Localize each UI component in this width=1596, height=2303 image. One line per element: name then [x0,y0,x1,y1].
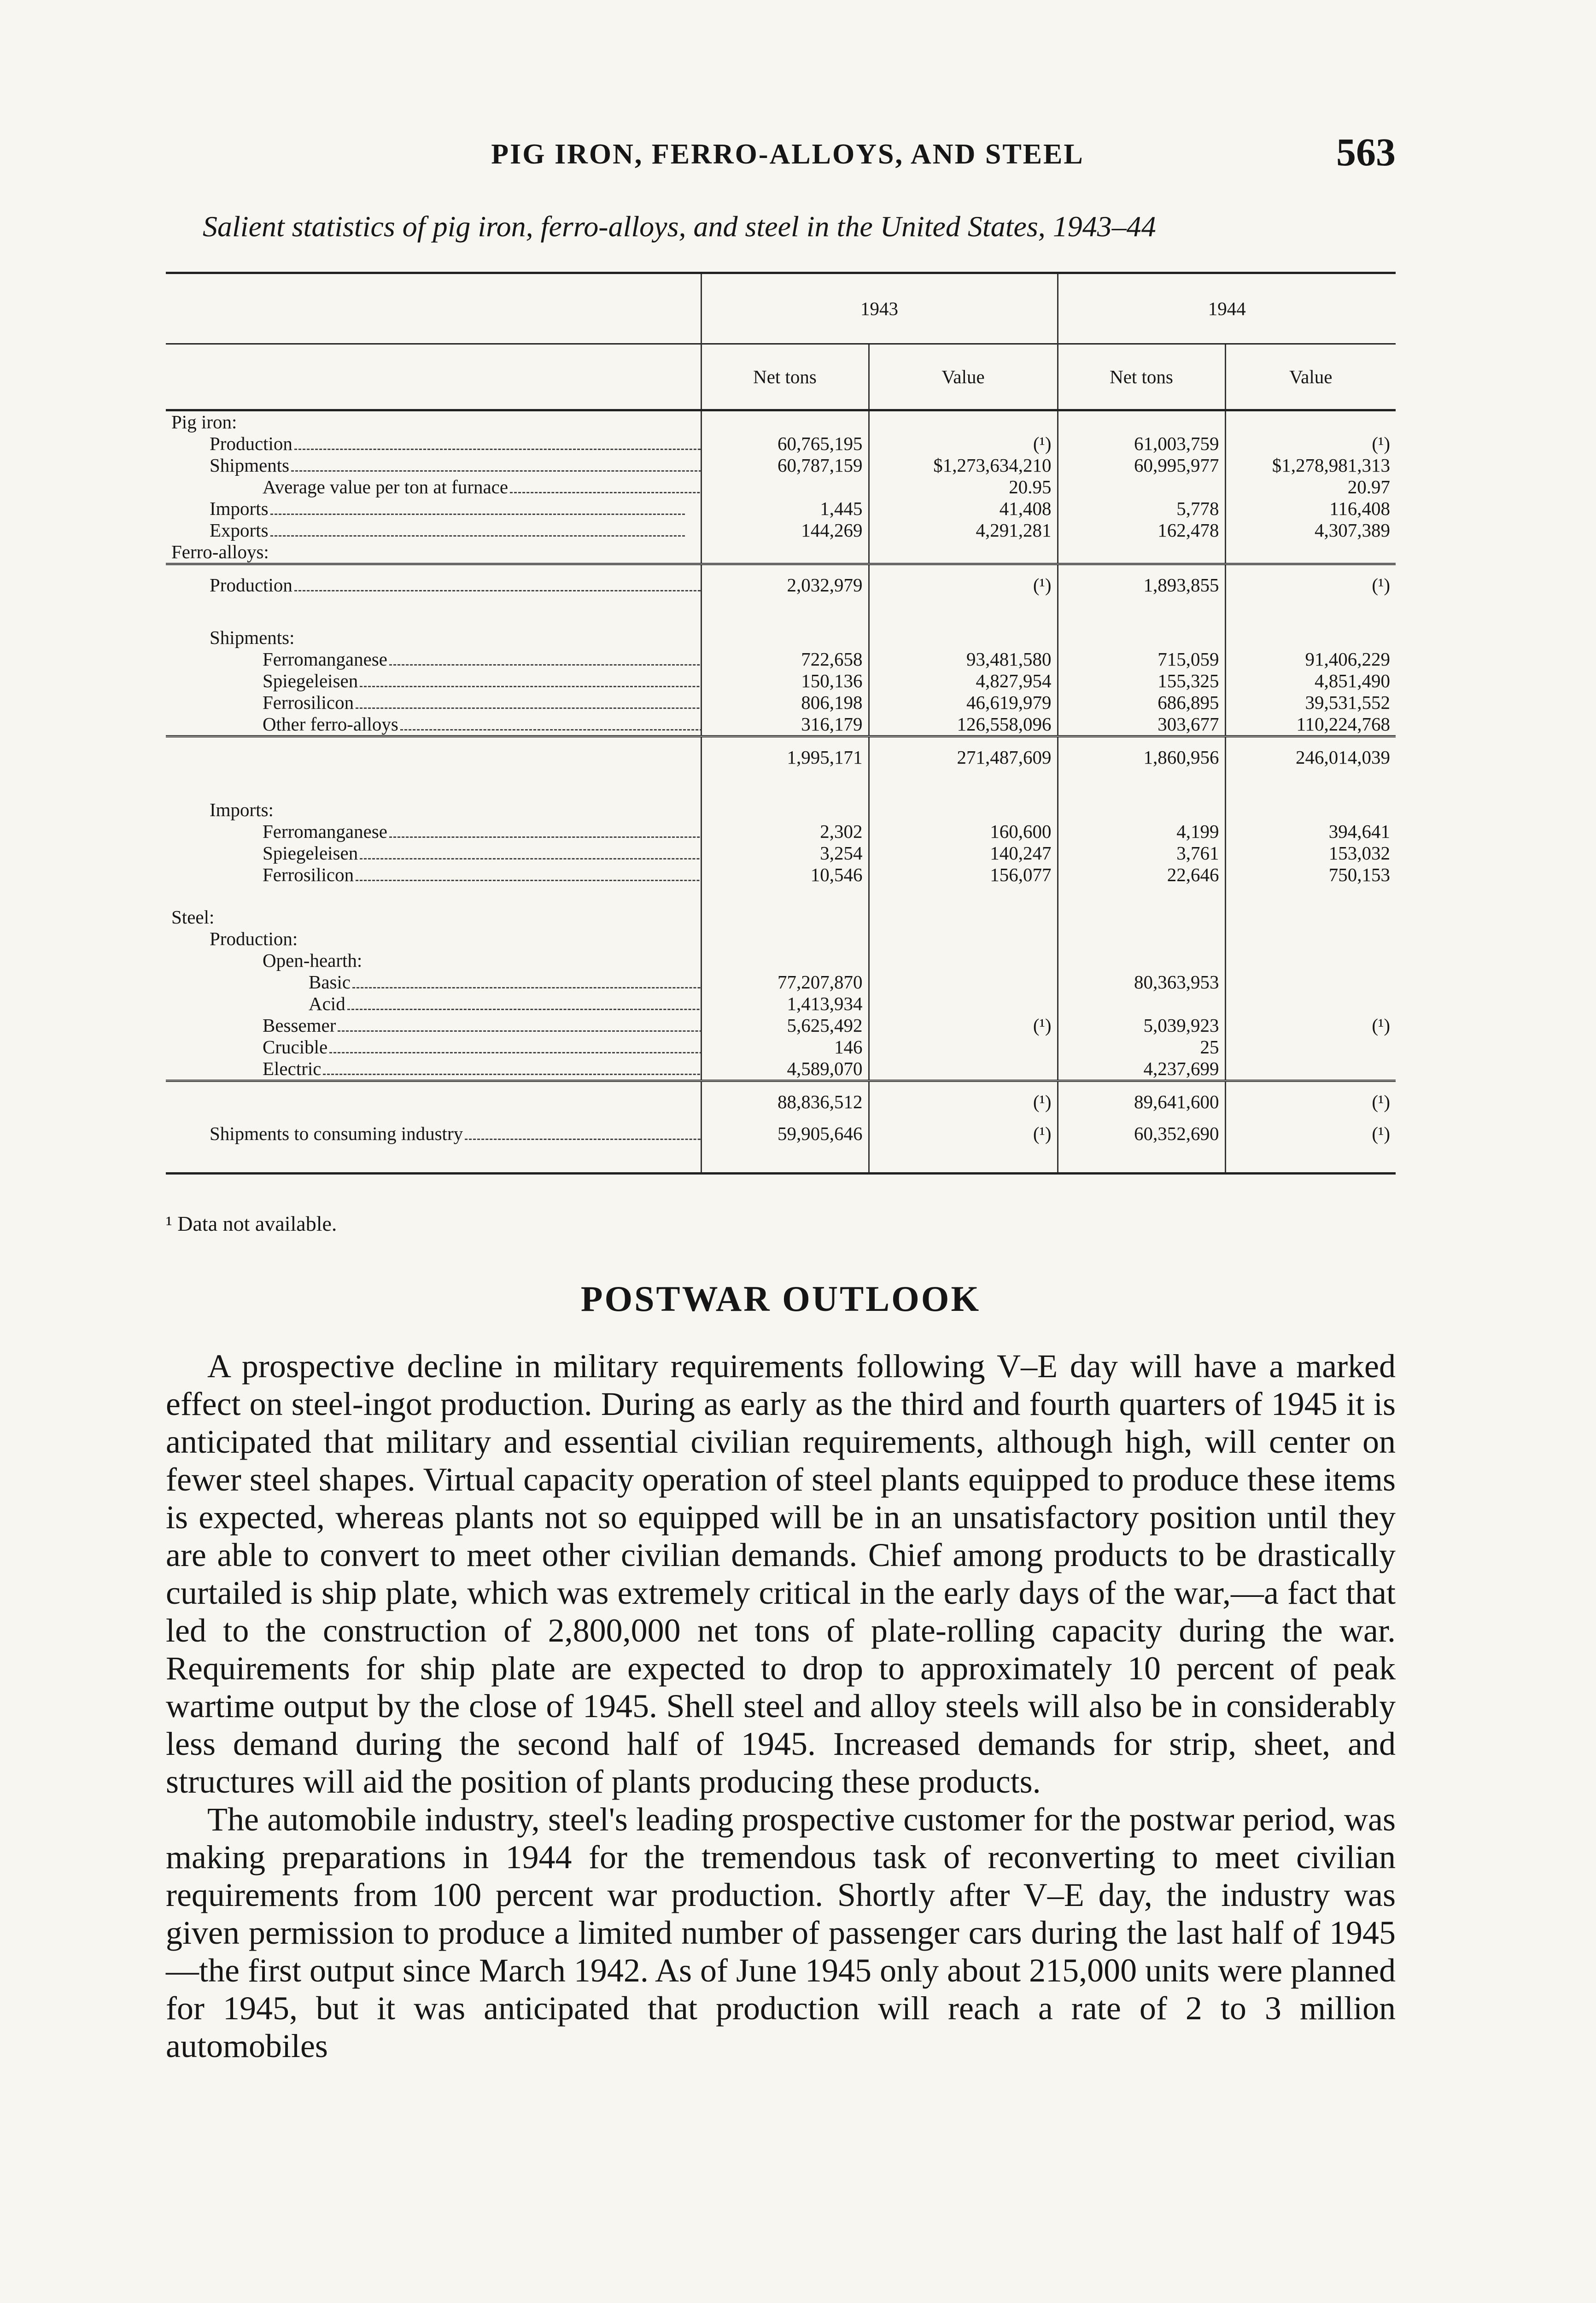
row-label-text: Spiegeleisen [263,670,358,691]
row-label-text: Other ferro-alloys [263,713,398,735]
table-row [166,713,1396,736]
table-row [166,564,1396,607]
row-label [166,520,701,541]
row-label [166,928,701,950]
table-cell: 144,269 [701,520,869,541]
table-cell: 146 [701,1036,869,1058]
dot-leader [294,449,701,450]
table-row [166,993,1396,1015]
table-row [166,692,1396,713]
column-header: Net tons [701,344,869,410]
row-label-text: Bessemer [263,1015,336,1036]
table-cell: 722,658 [701,649,869,670]
table-cell [1225,971,1396,993]
table-cell: 750,153 [1225,864,1396,886]
table-cell: 160,600 [869,821,1058,842]
table-cell: 271,487,609 [869,736,1058,779]
table-cell: 1,445 [701,498,869,520]
row-label [166,993,701,1015]
spacer-cell [1225,606,1396,627]
row-label-text: Shipments to consuming industry [210,1123,463,1144]
table-cell [701,627,869,649]
table-cell [1058,627,1225,649]
row-label-text: Imports: [210,799,274,820]
row-label-text: Shipments: [210,627,295,648]
table-cell: 4,199 [1058,821,1225,842]
row-label-text: Open-hearth: [263,950,362,971]
table-row [166,1058,1396,1081]
row-label-text: Ferromanganese [263,821,387,842]
table-cell: 89,641,600 [1058,1081,1225,1123]
table-cell [701,928,869,950]
table-cell [701,799,869,821]
table-cell [1225,799,1396,821]
row-label-text: Ferro-alloys: [171,541,269,562]
row-label [166,713,701,736]
dot-leader [389,836,701,838]
row-label [166,799,701,821]
table-cell [869,1036,1058,1058]
table-row [166,971,1396,993]
year-header-row [166,273,1396,344]
running-title: PIG IRON, FERRO-ALLOYS, AND STEEL [491,139,1084,170]
table-row [166,670,1396,692]
table-cell: 5,625,492 [701,1015,869,1036]
table-cell: 116,408 [1225,498,1396,520]
row-label-text: Spiegeleisen [263,842,358,864]
table-cell [701,950,869,971]
spacer-cell [869,886,1058,906]
row-label [166,692,701,713]
spacer-cell [166,606,701,627]
table-cell: 715,059 [1058,649,1225,670]
table-cell [1225,541,1396,564]
section-title: POSTWAR OUTLOOK [580,1279,981,1319]
table-row [166,1015,1396,1036]
column-header: Value [1225,344,1396,410]
table-cell: 110,224,768 [1225,713,1396,736]
table-row [166,906,1396,928]
table-cell [869,1058,1058,1081]
table-cell [869,928,1058,950]
table-row [166,433,1396,455]
page-number: 563 [1336,130,1396,174]
table-row [166,410,1396,433]
table-cell: 1,893,855 [1058,564,1225,607]
row-label [166,564,701,607]
table-row [166,627,1396,649]
table-cell: 4,851,490 [1225,670,1396,692]
table-row [166,950,1396,971]
table-cell: (¹) [1225,1123,1396,1174]
stub-header [166,273,701,344]
table-cell: 88,836,512 [701,1081,869,1123]
table-cell [869,971,1058,993]
table-row [166,1123,1396,1174]
table-cell: 155,325 [1058,670,1225,692]
dot-leader [360,686,701,687]
row-label-text: Production: [210,928,298,949]
table-cell: 4,291,281 [869,520,1058,541]
row-label-text: Electric [263,1058,322,1079]
table-cell: 60,352,690 [1058,1123,1225,1174]
row-label [166,950,701,971]
table-cell: 60,787,159 [701,455,869,476]
spacer-cell [701,778,869,799]
dot-leader [270,514,685,515]
row-label [166,842,701,864]
dot-leader [347,1009,701,1010]
footnote: ¹ Data not available. [166,1212,337,1235]
table-caption: Salient statistics of pig iron, ferro-alloys, and steel in the United States, 1943–44 [203,210,1156,243]
dot-leader [270,535,685,537]
table-cell: (¹) [869,1015,1058,1036]
table-cell [869,799,1058,821]
table-cell: 4,237,699 [1058,1058,1225,1081]
dot-leader [465,1139,701,1140]
table-cell: 316,179 [701,713,869,736]
table-cell: 20.97 [1225,476,1396,498]
table-cell [701,906,869,928]
table-cell: 77,207,870 [701,971,869,993]
table-cell [1225,928,1396,950]
table-cell: $1,278,981,313 [1225,455,1396,476]
table-cell: (¹) [869,1081,1058,1123]
spacer-row [166,778,1396,799]
table-row [166,520,1396,541]
table-cell: (¹) [1225,564,1396,607]
row-label-text: Pig iron: [171,411,237,433]
spacer-cell [166,886,701,906]
row-label [166,906,701,928]
table-cell: 150,136 [701,670,869,692]
table-cell: $1,273,634,210 [869,455,1058,476]
spacer-cell [166,778,701,799]
dot-leader [329,1052,701,1053]
row-label-text: Average value per ton at furnace [263,476,509,497]
table-row [166,928,1396,950]
table-cell: 91,406,229 [1225,649,1396,670]
table-cell [1225,950,1396,971]
row-label-text: Production [210,433,292,454]
table-cell [1058,906,1225,928]
table-cell [869,950,1058,971]
table-cell: 20.95 [869,476,1058,498]
dot-leader [338,1030,701,1032]
dot-leader [291,470,701,472]
table-row [166,864,1396,886]
table-cell: 60,995,977 [1058,455,1225,476]
table-cell: 153,032 [1225,842,1396,864]
dot-leader [360,858,701,859]
table-cell: (¹) [869,1123,1058,1174]
dot-leader [352,987,701,988]
spacer-cell [869,606,1058,627]
row-label-text: Imports [210,498,269,519]
table-cell [1225,1036,1396,1058]
table-cell: 39,531,552 [1225,692,1396,713]
table-cell: 41,408 [869,498,1058,520]
column-header: Net tons [1058,344,1225,410]
table-row [166,1036,1396,1058]
row-label-text: Crucible [263,1036,328,1058]
table-cell: 10,546 [701,864,869,886]
table-cell: 59,905,646 [701,1123,869,1174]
table-cell [869,541,1058,564]
table-cell: 46,619,979 [869,692,1058,713]
dot-leader [294,590,701,591]
dot-leader [323,1074,701,1075]
table-cell [1058,410,1225,433]
row-label-text: Basic [309,971,351,993]
table-cell: 3,254 [701,842,869,864]
table-cell [1225,627,1396,649]
table-cell: (¹) [1225,433,1396,455]
dot-leader [356,880,701,881]
table-body [166,410,1396,1174]
table-cell: 1,995,171 [701,736,869,779]
table-cell: 5,039,923 [1058,1015,1225,1036]
table-cell [1058,541,1225,564]
row-label [166,1015,701,1036]
table-cell [869,410,1058,433]
table-cell: 162,478 [1058,520,1225,541]
table-cell: 61,003,759 [1058,433,1225,455]
table-cell [869,993,1058,1015]
row-label-text: Steel: [171,906,215,928]
table-cell: (¹) [1225,1081,1396,1123]
spacer-cell [869,778,1058,799]
row-label [166,1081,701,1123]
row-label [166,541,701,564]
dot-leader [389,664,701,666]
spacer-cell [1058,606,1225,627]
page-header [166,130,1396,184]
table-cell: 2,302 [701,821,869,842]
stub-header [166,344,701,410]
spacer-cell [1058,778,1225,799]
table-cell: 22,646 [1058,864,1225,886]
row-label-text: Shipments [210,455,290,476]
table-cell: 25 [1058,1036,1225,1058]
paragraph: The automobile industry, steel's leading prospective customer for the postwar period, was making preparations in 1944 for the tremendous task of reconverting to meet civilian requirements from 100 percent war production. Shortly after V–E day, the industry was given permission to produce a limited number of passenger cars during the last half of 1945—the first output since March 1942. As of June 1945 only about 215,000 units were planned for 1945, but it was anticipated that production will reach a rate of 2 to 3 million automobiles [166,1801,1396,2064]
table-cell: 80,363,953 [1058,971,1225,993]
table-cell: 806,198 [701,692,869,713]
table-row [166,455,1396,476]
row-label-text: Ferrosilicon [263,864,354,885]
spacer-cell [1058,886,1225,906]
table-row [166,649,1396,670]
table-cell: 303,677 [1058,713,1225,736]
row-label [166,736,701,779]
row-label [166,864,701,886]
dot-leader [356,707,701,709]
row-label-text: Acid [309,993,345,1014]
table-cell: (¹) [869,564,1058,607]
table-cell [1058,993,1225,1015]
table-row [166,476,1396,498]
table-cell [869,906,1058,928]
table-row [166,541,1396,564]
salient-statistics-table [166,272,1396,1175]
row-label [166,627,701,649]
table-cell [869,627,1058,649]
table-cell [701,541,869,564]
dot-leader [400,729,701,731]
row-label [166,1123,701,1174]
table-cell: 3,761 [1058,842,1225,864]
row-label [166,498,701,520]
row-label-text: Ferromanganese [263,649,387,670]
table-cell: 4,589,070 [701,1058,869,1081]
table-cell [1058,476,1225,498]
row-label [166,670,701,692]
row-label [166,410,701,433]
row-label-text: Ferrosilicon [263,692,354,713]
paragraph: A prospective decline in military requirements following V–E day will have a marked effect on steel-ingot production. During as early as the third and fourth quarters of 1945 it is anticipated that military and essential civilian requirements, although high, will center on fewer steel shapes. Virtual capacity operation of steel plants equipped to produce these items is expected, whereas plants not so equipped will be in an unsatisfactory position until they are able to convert to meet other civilian demands. Chief among products to be drastically curtailed is ship plate, which was extremely critical in the early days of the war,—a fact that led to the construction of 2,800,000 net tons of plate-rolling capacity during the war. Requirements for ship plate are expected to drop to approximately 10 percent of peak wartime output by the close of 1945. Shell steel and alloy steels will also be in considerably less demand during the second half of 1945. Increased demands for strip, sheet, and structures will aid the position of plants producing these products. [166,1348,1396,1800]
table-row [166,842,1396,864]
table-cell: 140,247 [869,842,1058,864]
table-cell: (¹) [1225,1015,1396,1036]
spacer-cell [1225,886,1396,906]
row-label [166,455,701,476]
table-cell: 686,895 [1058,692,1225,713]
row-label-text: Production [210,574,292,596]
table-cell [1225,1058,1396,1081]
table-cell [1058,928,1225,950]
body-text [166,1347,1396,2065]
spacer-cell [701,606,869,627]
table-cell: 4,827,954 [869,670,1058,692]
table-cell [1225,993,1396,1015]
table-row [166,821,1396,842]
row-label [166,821,701,842]
table-cell: 126,558,096 [869,713,1058,736]
table-row [166,799,1396,821]
spacer-row [166,606,1396,627]
row-label [166,476,701,498]
column-header: Value [869,344,1058,410]
spacer-row [166,886,1396,906]
row-label [166,649,701,670]
table-row [166,736,1396,779]
spacer-cell [701,886,869,906]
table-row [166,1081,1396,1123]
table-cell: 60,765,195 [701,433,869,455]
column-header-row [166,344,1396,410]
year-header: 1944 [1058,273,1396,344]
table-cell [1058,799,1225,821]
table-cell: 1,860,956 [1058,736,1225,779]
row-label [166,433,701,455]
table-cell [1225,410,1396,433]
row-label-text: Exports [210,520,269,541]
row-label [166,1036,701,1058]
table-cell: 2,032,979 [701,564,869,607]
table-cell: 4,307,389 [1225,520,1396,541]
row-label [166,971,701,993]
table-row [166,498,1396,520]
year-header: 1943 [701,273,1058,344]
table-cell: 1,413,934 [701,993,869,1015]
table-cell: 93,481,580 [869,649,1058,670]
table-cell [701,476,869,498]
table-cell [701,410,869,433]
table-cell: 156,077 [869,864,1058,886]
table-cell: 394,641 [1225,821,1396,842]
table-cell: 5,778 [1058,498,1225,520]
table-cell: 246,014,039 [1225,736,1396,779]
table-cell: (¹) [869,433,1058,455]
table-cell [1225,906,1396,928]
row-label [166,1058,701,1081]
table-cell [1058,950,1225,971]
spacer-cell [1225,778,1396,799]
dot-leader [510,492,701,493]
